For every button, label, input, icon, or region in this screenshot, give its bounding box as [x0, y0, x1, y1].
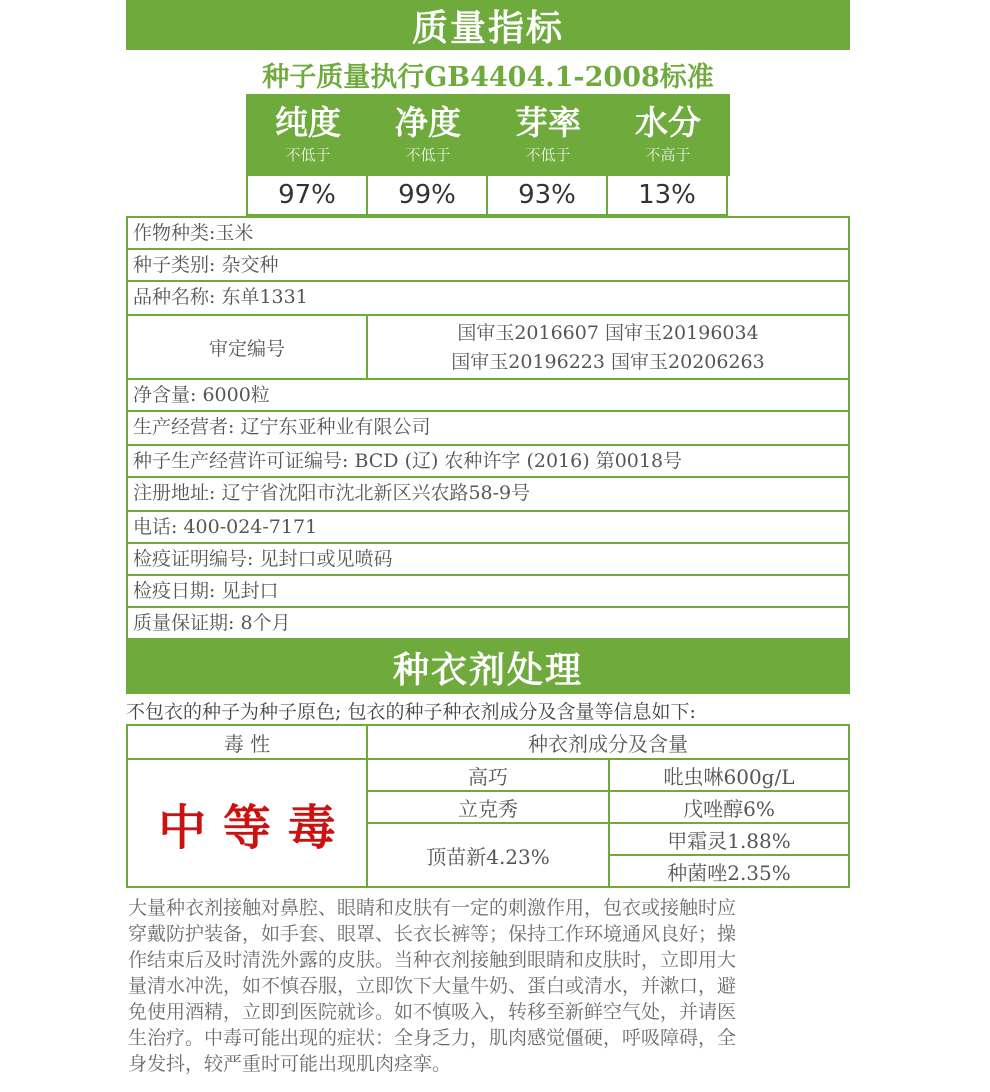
- indicator-moisture: [608, 97, 728, 165]
- ingredient-cell: [608, 790, 850, 824]
- ingredient-name: 戊唑醇6%: [683, 796, 775, 821]
- indicator-qualifier: 不低于: [405, 146, 451, 164]
- coating-intro: 不包衣的种子为种子原色; 包衣的种子种衣剂成分及含量等信息如下:: [126, 701, 696, 723]
- ingredient-cell: [608, 854, 850, 888]
- ingredient-cell: [608, 758, 850, 792]
- product-cell: [366, 790, 610, 824]
- title-bar: [126, 0, 850, 50]
- indicator-qualifier: 不高于: [645, 146, 691, 164]
- indicator-name: 净度: [395, 103, 461, 142]
- info-text: 种子类别: 杂交种: [133, 254, 279, 276]
- indicator-name: 纯度: [275, 103, 341, 142]
- indicator-germination: [488, 97, 608, 165]
- toxicity-value-cell: [126, 758, 368, 888]
- page-title: 质量指标: [411, 6, 564, 49]
- indicator-cleanliness: [368, 97, 488, 165]
- info-row-seed-type: [126, 248, 850, 282]
- ingredient-cell: [608, 822, 850, 856]
- info-text: 电话: 400-024-7171: [133, 516, 318, 538]
- info-text: 种子生产经营许可证编号: BCD (辽) 农种许字 (2016) 第0018号: [133, 450, 683, 472]
- product-name: 顶苗新4.23%: [426, 844, 550, 869]
- warning-line: 身发抖，较严重时可能出现肌肉痉挛。: [128, 1053, 452, 1075]
- ingredient-name: 种菌唑2.35%: [667, 860, 791, 885]
- indicator-value: 93%: [518, 180, 576, 210]
- coating-title: 种衣剂处理: [392, 648, 583, 691]
- approval-numbers-cell: [366, 314, 850, 380]
- product-name: 高巧: [468, 764, 508, 789]
- toxicity-header-cell: [126, 724, 368, 760]
- info-text: 品种名称: 东单1331: [133, 286, 308, 308]
- info-text: 检疫日期: 见封口: [133, 580, 279, 602]
- info-text: 作物种类:玉米: [133, 222, 254, 244]
- info-row-address: [126, 476, 850, 512]
- indicator-value-cell: [246, 174, 368, 216]
- standard-line: 种子质量执行GB4404.1-2008标准: [262, 61, 714, 93]
- indicator-qualifier: 不低于: [525, 146, 571, 164]
- info-text: 生产经营者: 辽宁东亚种业有限公司: [133, 416, 431, 438]
- indicator-qualifier: 不低于: [285, 146, 331, 164]
- indicator-value: 99%: [398, 180, 456, 210]
- indicator-value: 13%: [638, 180, 696, 210]
- info-row-variety: [126, 280, 850, 316]
- indicator-name: 水分: [635, 103, 701, 142]
- indicator-purity: [248, 97, 368, 165]
- approval-label-cell: [126, 314, 368, 380]
- info-row-shelf-life: [126, 606, 850, 640]
- ingredients-header-cell: [366, 724, 850, 760]
- info-row-net-content: [126, 378, 850, 412]
- info-row-phone: [126, 510, 850, 544]
- info-text: 检疫证明编号: 见封口或见喷码: [133, 548, 393, 570]
- warning-line: 大量种衣剂接触对鼻腔、眼睛和皮肤有一定的刺激作用，包衣或接触时应: [128, 897, 737, 919]
- ingredients-header: 种衣剂成分及含量: [528, 731, 688, 756]
- product-name: 立克秀: [458, 796, 518, 821]
- info-text: 净含量: 6000粒: [133, 384, 270, 406]
- coating-title-bar: [126, 640, 850, 694]
- info-text: 注册地址: 辽宁省沈阳市沈北新区兴农路58-9号: [133, 482, 531, 504]
- warning-line: 免使用酒精，立即到医院就诊。如不慎吸入，转移至新鲜空气处，并请医: [128, 1001, 737, 1023]
- indicator-value-cell: [366, 174, 488, 216]
- warning-line: 作结束后及时清洗外露的皮肤。当种衣剂接触到眼睛和皮肤时，立即用大: [128, 949, 737, 971]
- product-cell: [366, 822, 610, 888]
- indicator-value-cell: [606, 174, 728, 216]
- approval-line: 国审玉2016607 国审玉20196034: [457, 322, 759, 344]
- warning-line: 穿戴防护装备，如手套、眼罩、长衣长裤等；保持工作环境通风良好；操: [128, 923, 737, 945]
- warning-line: 生治疗。中毒可能出现的症状：全身乏力，肌肉感觉僵硬，呼吸障碍，全: [128, 1027, 737, 1049]
- ingredient-name: 甲霜灵1.88%: [667, 828, 791, 853]
- approval-label: 审定编号: [208, 337, 285, 360]
- indicator-name: 芽率: [515, 103, 581, 142]
- info-text: 质量保证期: 8个月: [133, 612, 291, 634]
- safety-warning: [128, 895, 848, 1077]
- info-row-crop: [126, 216, 850, 250]
- toxicity-value: 中 等 毒: [158, 799, 336, 856]
- warning-line: 量清水冲洗，如不慎吞服，立即饮下大量牛奶、蛋白或清水，并漱口，避: [128, 975, 737, 997]
- toxicity-header: 毒 性: [223, 731, 271, 756]
- indicator-value-cell: [486, 174, 608, 216]
- info-row-license: [126, 444, 850, 478]
- indicator-value: 97%: [278, 180, 336, 210]
- info-row-quarantine-date: [126, 574, 850, 608]
- info-row-quarantine-no: [126, 542, 850, 576]
- product-cell: [366, 758, 610, 792]
- approval-line: 国审玉20196223 国审玉20206263: [451, 351, 765, 373]
- info-row-producer: [126, 410, 850, 446]
- ingredient-name: 吡虫啉600g/L: [663, 764, 795, 789]
